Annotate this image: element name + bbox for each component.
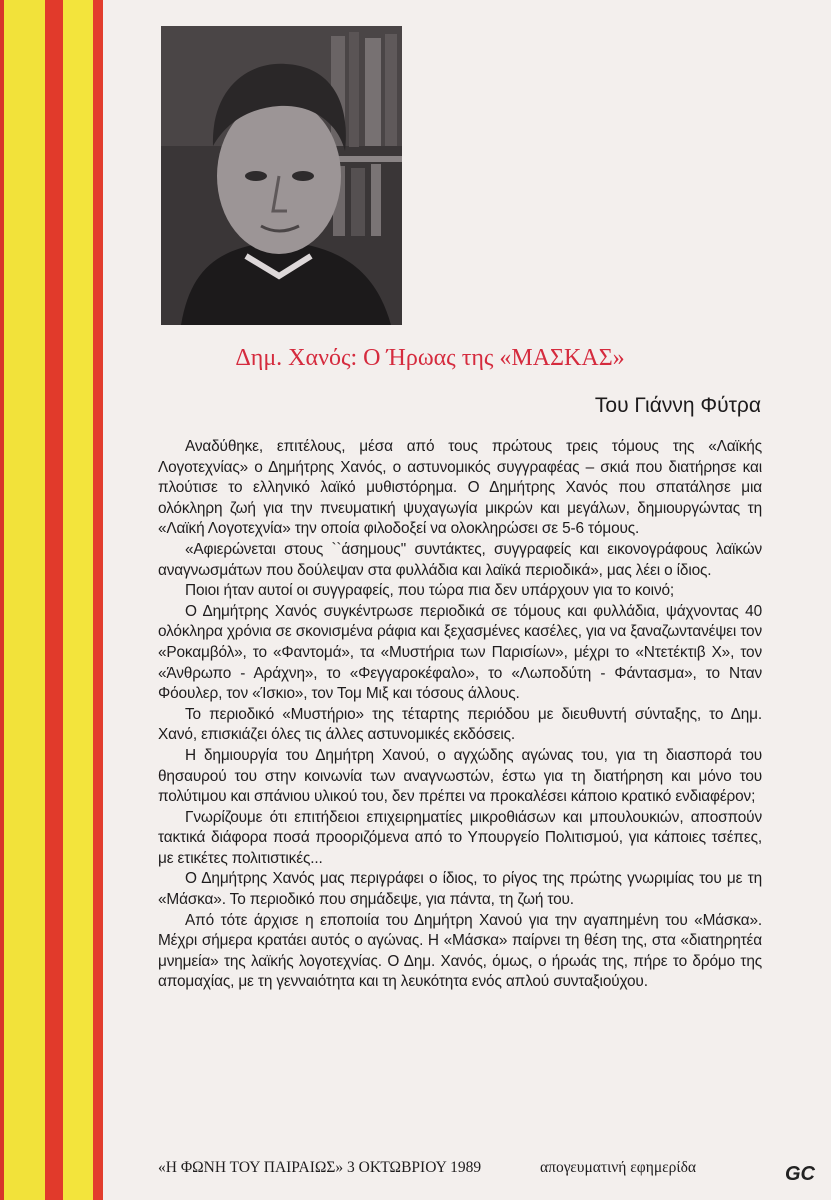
publication-type: απογευματινή εφημερίδα <box>540 1159 696 1176</box>
paragraph: Από τότε άρχισε η εποποιία του Δημήτρη Χανού για την αγαπημένη του «Μάσκα». Μέχρι σήμερα κρατάει αυτός ο αγώνας. Η «Μάσκα» παίρνει τη θέση της, στα «διατηρητέα μνημεία» της λαϊκής λογοτεχνίας. Ο Δημ. Χανός, όμως, ο ήρωάς της, πήρε το δρόμο της απομαχίας, με τη γενναιότητα και τη λευκότητα ενός απλού συνταξιούχου. <box>158 911 762 991</box>
article-title: Δημ. Χανός: Ο Ήρωας της «ΜΑΣΚΑΣ» <box>235 345 625 371</box>
author-portrait-photo <box>161 26 402 325</box>
article-body <box>158 437 762 993</box>
article-byline: Του Γιάννη Φύτρα <box>594 394 761 417</box>
paragraph: Ο Δημήτρης Χανός συγκέντρωσε περιοδικά σε τόμους και φυλλάδια, ψάχνοντας 40 ολόκληρα χρόνια σε σκονισμένα ράφια και ξεχασμένες κασέλες, για να ξαναζωντανέψει τον «Ροκαμβόλ», το «Φαντομά», τα «Μυστήρια των Παρισίων», μέχρι το «Ντετέκτιβ Χ», τον «Άνθρωπο - Αράχνη», το «Φεγγαροκέφαλο», το «Λωποδύτη - Φάντασμα», το Νταν Φόουλερ, τον «Ίσκιο», τον Τομ Μιξ και τόσους άλλους. <box>158 602 762 703</box>
paragraph: Γνωρίζουμε ότι επιτήδειοι επιχειρηματίες μικροθιάσων και μπουλουκιών, αποσπούν τακτικά διάφορα ποσά προοριζόμενα από το Υπουργείο Πολιτισμού, για κάποιες τσέπες, με ετικέτες πολιτιστικές... <box>158 808 762 867</box>
border-stripe-yellow <box>4 0 45 1200</box>
paragraph: Αναδύθηκε, επιτέλους, μέσα από τους πρώτους τρεις τόμους της «Λαϊκής Λογοτεχνίας» ο Δημήτρης Χανός, ο αστυνομικός συγγραφέας – σκιά που διατήρησε και πλούτισε το ελληνικό λαϊκό μυθιστόρημα. Ο Δημήτρης Χανός που σπατάλησε μια ολόκληρη ζωή για την πνευματική ψυχαγωγία μικρών και μεγάλων, δημιουργώντας τη «Λαϊκή Λογοτεχνία» την οποία φιλοδοξεί να ολοκληρώσει σε 5-6 τόμους. <box>158 438 762 538</box>
publication-source: «Η ΦΩΝΗ ΤΟΥ ΠΑΙΡΑΙΩΣ» 3 ΟΚΤΩΒΡΙΟΥ 1989 <box>158 1159 482 1176</box>
paragraph: Ποιοι ήταν αυτοί οι συγγραφείς, που τώρα πια δεν υπάρχουν για το κοινό; <box>185 582 675 600</box>
paragraph: Το περιοδικό «Μυστήριο» της τέταρτης περιόδου με διευθυντή σύνταξης, το Δημ. Χανό, επισκιάζει όλες τις άλλες αστυνομικές εκδόσεις. <box>158 705 762 744</box>
paragraph: Η δημιουργία του Δημήτρη Χανού, ο αγχώδης αγώνας του, για τη διασπορά του θησαυρού του στην κοινωνία των αναγνωστών, έστω για τη διατήρηση και μόνο του πολύτιμου και σπάνιου υλικού του, δεν πρέπει να προκαλέσει κάποιο κρατικό ενδιαφέρον; <box>158 746 762 806</box>
paragraph: «Αφιερώνεται στους ``άσημους'' συντάκτες, συγγραφείς και εικονογράφους λαϊκών αναγνωσμάτων που δούλεψαν στα φυλλάδια και λαϊκά περιοδικά», μας λέει ο ίδιος. <box>158 540 762 579</box>
paragraph: Ο Δημήτρης Χανός μας περιγράφει ο ίδιος, το ρίγος της πρώτης γνωριμίας του με τη «Μάσκα». Το περιοδικό που σημάδεψε, για πάντα, τη ζωή του. <box>158 870 762 909</box>
border-stripe-red-inner <box>93 0 103 1200</box>
scanner-logo: GC <box>785 1163 815 1185</box>
border-stripe-red <box>45 0 63 1200</box>
border-stripe-yellow-inner <box>63 0 93 1200</box>
